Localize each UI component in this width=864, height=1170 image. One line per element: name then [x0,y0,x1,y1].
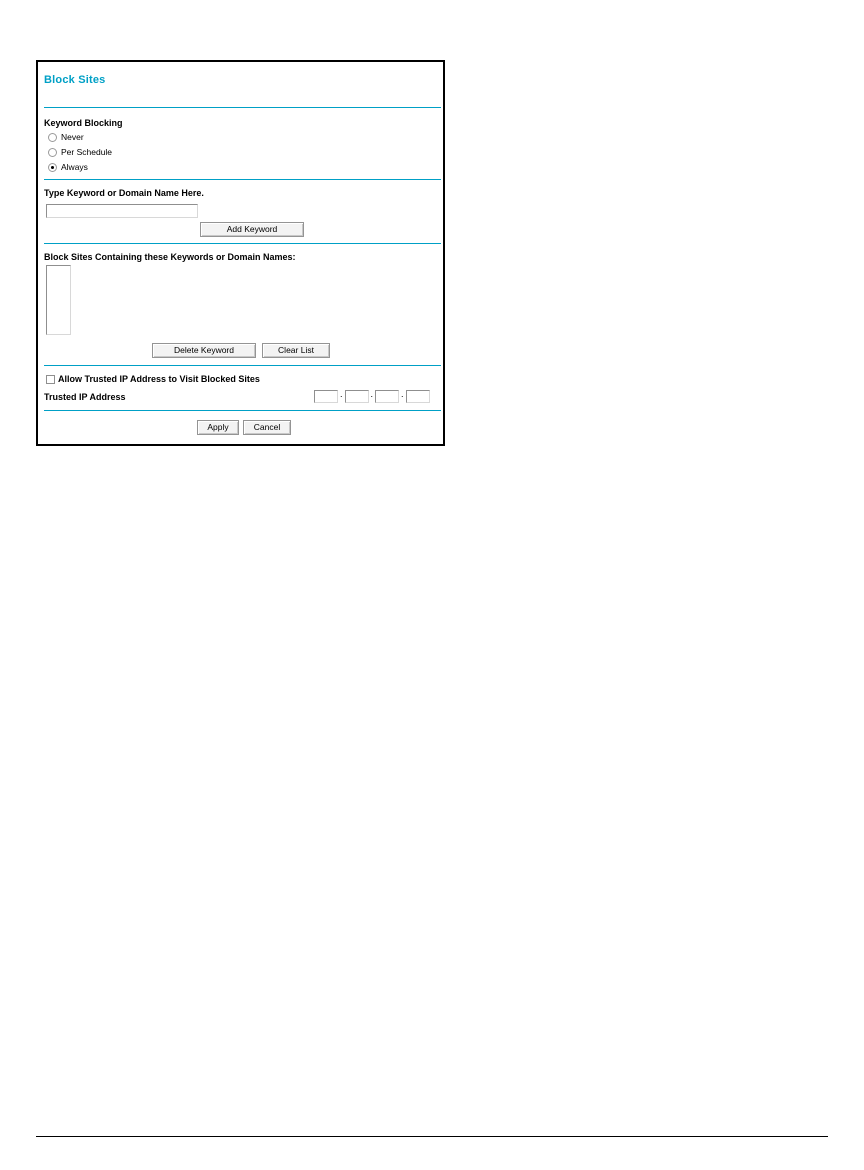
block-sites-panel [36,60,445,446]
radio-option-per-schedule[interactable] [48,147,112,157]
keyword-entry-label: Type Keyword or Domain Name Here. [44,188,204,198]
checkbox-icon-trusted-ip[interactable] [46,375,55,384]
radio-label-always: Always [61,162,88,172]
radio-icon-always[interactable] [48,163,57,172]
ip-separator-3: . [401,389,404,399]
cancel-button[interactable]: Cancel [243,420,291,435]
apply-button[interactable]: Apply [197,420,239,435]
keyword-blocking-label: Keyword Blocking [44,118,123,128]
page-footer-rule [36,1136,828,1137]
radio-option-always[interactable] [48,162,88,172]
ip-octet-4[interactable] [406,390,430,403]
ip-octet-3[interactable] [375,390,399,403]
add-keyword-button[interactable]: Add Keyword [200,222,304,237]
ip-octet-2[interactable] [345,390,369,403]
ip-separator-2: . [370,389,374,399]
ip-octet-1[interactable] [314,390,338,403]
page-title: Block Sites [44,74,106,86]
divider-keyword-entry [44,243,441,244]
radio-option-never[interactable] [48,132,84,142]
radio-label-never: Never [61,132,84,142]
keyword-input[interactable] [46,204,198,218]
divider-footer [44,410,441,411]
divider-keyword-list [44,365,441,366]
ip-separator-1: . [340,389,343,399]
radio-icon-never[interactable] [48,133,57,142]
trusted-ip-checkbox-label: Allow Trusted IP Address to Visit Blocked Sites [58,374,260,384]
trusted-ip-address-group[interactable] [314,388,430,404]
divider-title [44,107,441,108]
keyword-list-label: Block Sites Containing these Keywords or Domain Names: [44,252,296,262]
clear-list-button[interactable]: Clear List [262,343,330,358]
keyword-listbox[interactable] [46,265,71,335]
divider-keyword-blocking [44,179,441,180]
radio-icon-per-schedule[interactable] [48,148,57,157]
trusted-ip-address-label: Trusted IP Address [44,392,126,402]
trusted-ip-checkbox-row[interactable] [46,374,260,384]
radio-label-per-schedule: Per Schedule [61,147,113,157]
delete-keyword-button[interactable]: Delete Keyword [152,343,256,358]
